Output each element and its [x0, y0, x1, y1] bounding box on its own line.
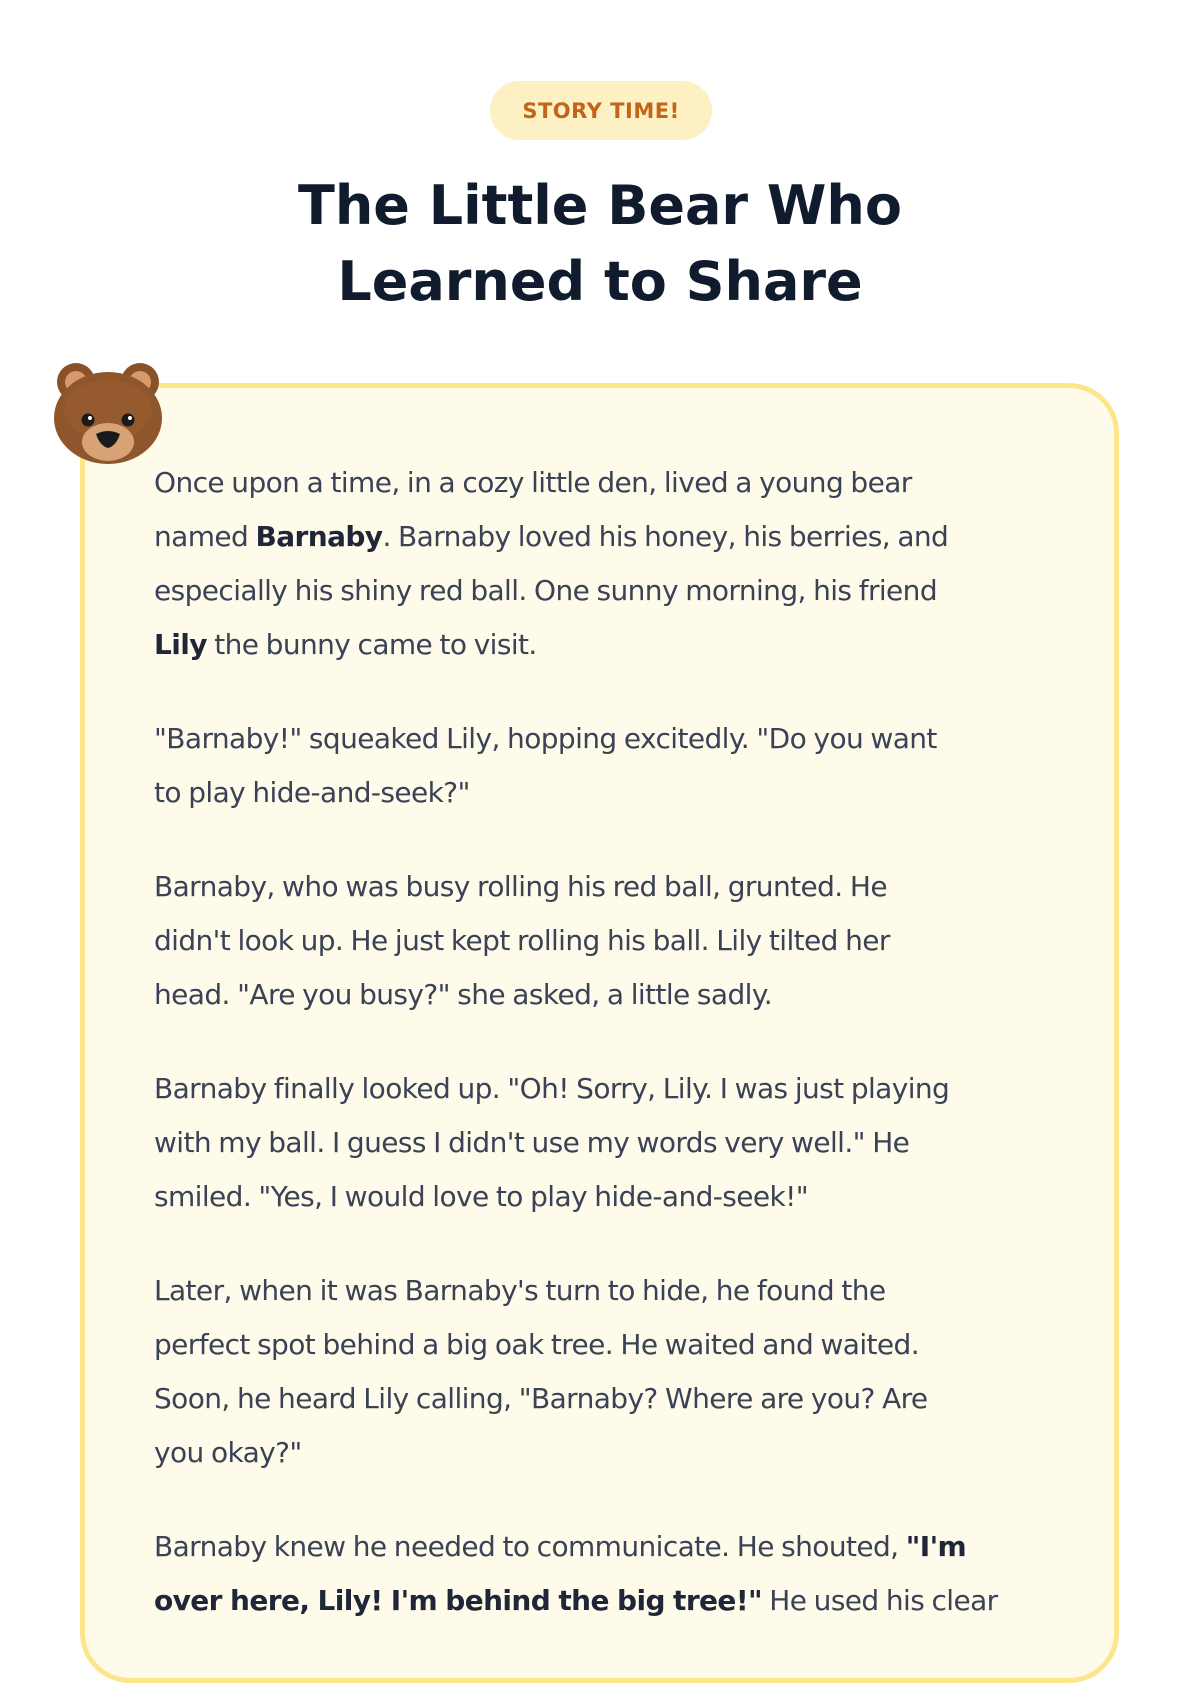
- story-line: [154, 618, 1054, 672]
- story-text: Barnaby knew he needed to communicate. He shouted,: [154, 1530, 906, 1563]
- story-title-line-2: Learned to Share: [337, 250, 863, 313]
- story-line: with my ball. I guess I didn't use my words very well." He: [154, 1126, 910, 1159]
- story-body: [154, 456, 1054, 1668]
- story-quote: "I'm: [905, 1530, 967, 1563]
- story-line: Later, when it was Barnaby's turn to hide, he found the: [154, 1274, 886, 1307]
- story-line: to play hide-and-seek?": [154, 776, 470, 809]
- story-paragraph-3: [154, 860, 1054, 1022]
- story-paragraph-5: [154, 1264, 1054, 1480]
- story-text: . Barnaby loved his honey, his berries, and: [382, 520, 949, 553]
- story-title: [0, 168, 1200, 320]
- story-line: [154, 1574, 1054, 1628]
- story-line: perfect spot behind a big oak tree. He waited and waited.: [154, 1328, 919, 1361]
- story-paragraph-1: [154, 456, 1054, 672]
- story-text: the bunny came to visit.: [206, 628, 537, 661]
- story-paragraph-2: [154, 712, 1054, 820]
- story-title-line-1: The Little Bear Who: [298, 174, 902, 237]
- story-line: Barnaby finally looked up. "Oh! Sorry, Lily. I was just playing: [154, 1072, 950, 1105]
- story-line: [154, 1520, 1054, 1574]
- story-line: head. "Are you busy?" she asked, a little sadly.: [154, 978, 773, 1011]
- story-line: Soon, he heard Lily calling, "Barnaby? Where are you? Are: [154, 1382, 928, 1415]
- story-line: Barnaby, who was busy rolling his red ball, grunted. He: [154, 870, 887, 903]
- story-line: especially his shiny red ball. One sunny morning, his friend: [154, 574, 937, 607]
- story-quote: over here, Lily! I'm behind the big tree!": [154, 1584, 762, 1617]
- story-line: didn't look up. He just kept rolling his ball. Lily tilted her: [154, 924, 890, 957]
- character-name-lily: Lily: [154, 628, 207, 661]
- character-name-barnaby: Barnaby: [255, 520, 383, 553]
- story-text: He used his clear: [761, 1584, 998, 1617]
- story-text: named: [154, 520, 256, 553]
- bear-face-icon: [52, 358, 164, 470]
- story-paragraph-6: [154, 1520, 1054, 1628]
- story-line: [154, 510, 1054, 564]
- story-line: smiled. "Yes, I would love to play hide-and-seek!": [154, 1180, 809, 1213]
- story-line: "Barnaby!" squeaked Lily, hopping excitedly. "Do you want: [154, 722, 937, 755]
- story-paragraph-4: [154, 1062, 1054, 1224]
- story-time-badge: STORY TIME!: [490, 81, 712, 140]
- story-line: Once upon a time, in a cozy little den, lived a young bear: [154, 466, 912, 499]
- story-line: you okay?": [154, 1436, 302, 1469]
